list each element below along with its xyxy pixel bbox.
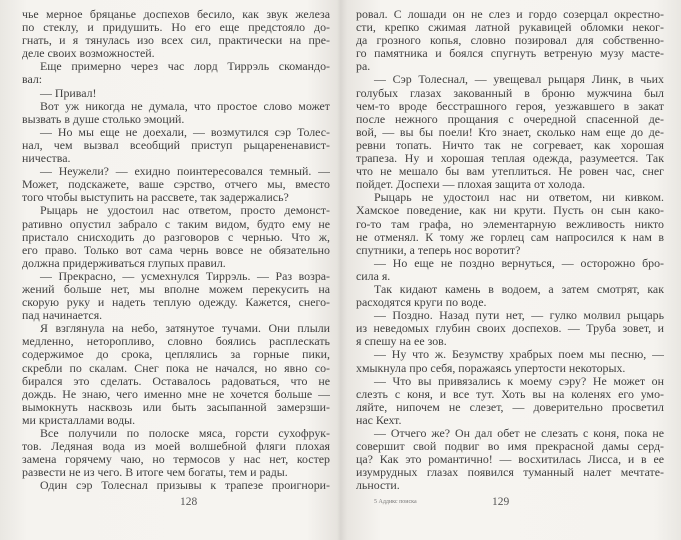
text-line: чье мерное бряцанье доспехов бесило, как звук железа: [22, 8, 330, 21]
text-line: трапеза. Ну и хорошая теплая одежда, разумеется. Так: [356, 152, 664, 166]
text-line: содержимое до срока, цеплялись за горные пики,: [22, 348, 330, 362]
text-line: — Отчего же? Он дал обет не слезать с коня, пока не: [374, 427, 664, 440]
text-line: — Прекрасно, — усмехнулся Тиррэль. — Раз возра-: [40, 269, 330, 283]
text-line: нал, чем вызвал всеобщий приступ рыцарененавист-: [22, 138, 330, 152]
text-line: пад начинается.: [22, 309, 103, 323]
text-line: пойдет. Доспехи — плохая защита от холода.: [356, 178, 586, 192]
text-line: скребли по скалам. Снег пока не начался, но явно со-: [22, 361, 330, 375]
text-line: — Что вы привязались к моему сэру? Не может он: [374, 374, 664, 388]
text-line: го-то там графа, но элементарную вежливость никто: [356, 217, 664, 231]
text-line: вой, — вы бы поели! Кто знает, сколько нам еще до де-: [356, 125, 664, 139]
page-number-right: 129: [492, 496, 510, 508]
text-line: Рыцарь не удостоил нас ответом, просто демонст-: [40, 204, 330, 218]
text-line: я спешу на ее зов.: [356, 335, 447, 349]
text-line: сила я.: [356, 269, 391, 283]
text-line: Так кидают камень в водоем, а затем смотрят, как: [374, 282, 664, 296]
text-line: скорую руку и надеть теплую одежду. Кажется, снего-: [22, 296, 330, 310]
text-line: — Сэр Толеснал, — увещевал рыцаря Линк, в чьих: [374, 73, 664, 87]
text-line: его право. Только вот сама чернь вовсе не обязательно: [22, 243, 330, 257]
text-line: развести не из чего. В итоге чем богаты, тем и рады.: [22, 466, 288, 480]
text-line: изумрудных глазах появился туманный налет мечтате-: [356, 466, 664, 480]
text-line: из неведомых глубин своих доспехов. — Труба зовет, и: [356, 322, 664, 336]
text-line: чем-то вроде бесстрашного героя, уезжавшего в закат: [356, 99, 664, 113]
text-line: тов. Ледяная вода из моей волшебной фляги плохая: [22, 440, 330, 454]
text-line: по стеклу, и придушить. Но его еще предстояло до-: [22, 21, 330, 35]
text-line: спутники, а теперь нос воротит?: [356, 243, 521, 257]
text-line: расходятся круги по воде.: [356, 296, 487, 310]
text-line: должна придерживаться глупых правил.: [22, 256, 226, 270]
text-line: нас Кехт.: [356, 413, 402, 427]
left-page-text: [22, 8, 330, 492]
text-line: ничества.: [22, 152, 71, 166]
text-line: ревни топать. Ничто так не согревает, как хорошая: [356, 138, 664, 152]
text-line: совершит свой подвиг во имя прекрасной дамы серд-: [356, 440, 664, 454]
text-line: — Привал!: [40, 86, 97, 100]
text-line: вызвать в душе столько эмоций.: [22, 112, 185, 126]
text-line: что не мешало бы вам утеплиться. Не ровен час, снег: [356, 165, 664, 179]
text-line: Еще примерно через час лорд Тиррэль скомандо-: [40, 60, 330, 74]
text-line: жений больше нет, мы вполне можем перекусить на: [22, 282, 330, 296]
text-line: дождь. Не знаю, чего именно мне не хочется больше —: [22, 387, 330, 401]
text-line: — Но еще не поздно вернуться, — осторожно бро-: [374, 256, 664, 270]
text-line: ляйте, нипочем не слезет, — доверительно просветил: [356, 400, 664, 414]
text-line: Хамское поведение, как ни крути. Пусть он сын како-: [356, 204, 664, 218]
text-line: деле своих возможностей.: [22, 47, 155, 61]
text-line: ровал. С лошади он не слез и гордо созерцал окрестно-: [356, 8, 664, 21]
text-line: Один сэр Толеснал призывы к трапезе проигнори-: [40, 479, 330, 493]
text-line: замена горячему чаю, но термосов у нас нет, костер: [22, 453, 330, 467]
text-line: Может, подскажете, ваше сэрство, отчего мы, вместо: [22, 178, 330, 192]
text-line: бирался это сделать. Оставалось радоваться, что не: [22, 374, 330, 388]
text-line: хмыкнула про себя, поражаясь упертости некоторых.: [356, 361, 626, 375]
text-line: ра.: [356, 60, 371, 74]
text-line: — Но мы еще не доехали, — возмутился сэр Толес-: [40, 125, 330, 139]
text-line: слезть с коня, и все тут. Хоть вы на коленях его умо-: [356, 387, 664, 401]
right-page-text: [356, 8, 664, 492]
text-line: после нежного прощания с очередной спасенной де-: [356, 112, 664, 126]
text-line: — Ну что ж. Безумству храбрых поем мы песню, —: [374, 348, 664, 362]
text-line: — Поздно. Назад пути нет, — гулко молвил рыцарь: [374, 309, 664, 323]
text-line: Рыцарь не удостоил нас ни ответом, ни кивком.: [374, 191, 664, 205]
text-line: медленно, неторопливо, словно боялись расплескать: [22, 335, 330, 349]
text-line: льности.: [356, 479, 400, 493]
text-line: — Неужели? — ехидно поинтересовался темный. —: [40, 165, 330, 179]
text-line: гнать, и я тянулась изо всех сил, практически на пре-: [22, 34, 330, 48]
text-line: ца? Как это романтично! — восхитилась Лисса, и в ее: [356, 453, 664, 467]
text-line: ми кристаллами воды.: [22, 413, 136, 427]
text-line: Вот уж никогда не думала, что простое слово может: [40, 99, 330, 113]
text-line: вымокнуть насквозь или быть засыпанной замерзши-: [22, 400, 330, 414]
text-line: го памятника и боялся спугнуть ветреную музу масте-: [356, 47, 664, 61]
text-line: пристало снисходить до разговоров с чернью. Что ж,: [22, 230, 330, 244]
text-line: ративно опустил забрало с таким видом, будто ему не: [22, 217, 330, 231]
text-line: сти, крепко сжимая латной рукавицей обломки неког-: [356, 21, 664, 35]
signature-mark: 5 Аддикс поиска: [374, 499, 417, 505]
text-line: вал:: [22, 73, 43, 87]
text-line: не отменял. К тому же горлец сам напросился к нам в: [356, 230, 664, 244]
text-line: Я взглянула на небо, затянутое тучами. Они плыли: [40, 322, 330, 336]
text-line: того чтобы выступить на рассвете, так задержались?: [22, 191, 289, 205]
page-number-left: 128: [180, 496, 198, 508]
text-line: голубых глазах закованный в броню мужчина был: [356, 86, 664, 100]
text-line: да грозного копья, словно позировал для собственно-: [356, 34, 664, 48]
text-line: Все получили по полоске мяса, горсти сухофрук-: [40, 427, 330, 440]
